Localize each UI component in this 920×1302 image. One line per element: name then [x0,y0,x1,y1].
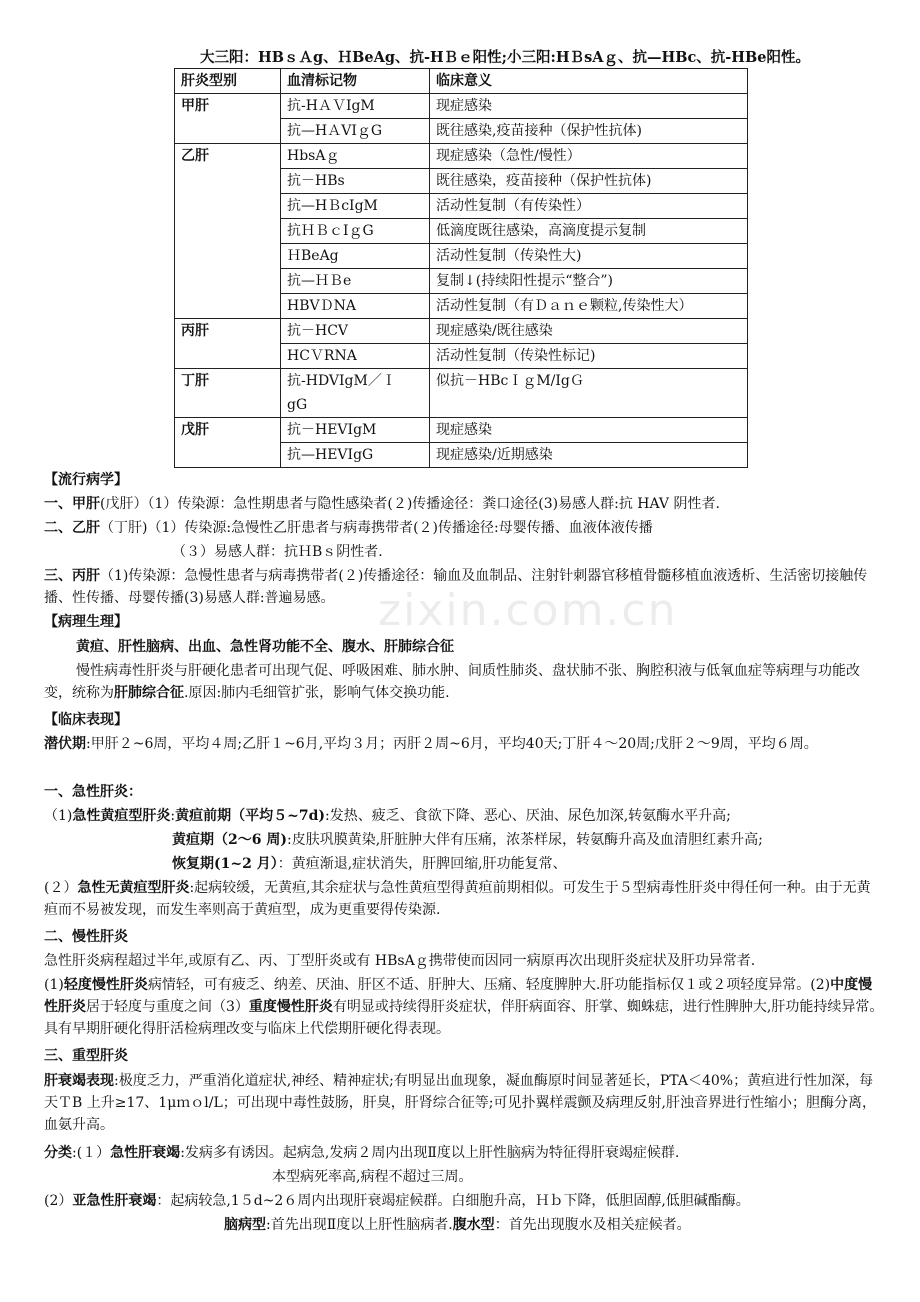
liver-failure [44,1070,884,1136]
section-epidemiology: 【流行病学】 [44,472,128,488]
type-cell: 丙肝 [175,319,281,369]
failure-text: :极度乏力，严重消化道症状,神经、精神症状;有明显出血现象，凝血酶原时间显著延长，PTA＜40%；黄疸进行性加深，每天ＴB 上升≥17、1μｍｏl/L；可出现中毒性鼓肠，肝臭，肝肾综合征等;可见扑翼样震颤及病理反射,肝浊音界进行性缩小；胆酶分离，血氨升高。 [44,1073,876,1133]
header-type: 肝炎型别 [175,69,281,94]
marker-cell: 抗-HＡＶIgM [281,94,430,119]
a2-text: :起病较缓，无黄疸,其余症状与急性黄疸型得黄疸前期相似。可发生于５型病毒性肝炎中得任何一种。由于无黄疸而不易被发现，而发生率则高于黄疸型，成为更重要得传染源. [44,880,871,918]
table-row [175,319,748,344]
epi-hbv-text: （丁肝)（1）传染源:急慢性乙肝患者与病毒携带者(２)传播途径:母婴传播、血液体液传播 [100,520,653,536]
c2-head: 中度慢性肝炎 [44,977,873,1015]
latent-text: :甲肝２~6周，平均４周;乙肝１~6月,平均３月；丙肝２周~6月，平均40天;丁肝４～20周;戊肝２～9周，平均６周。 [86,736,818,752]
hepatitis-marker-table [174,68,748,468]
severe-title: 三、重型肝炎 [44,1048,128,1064]
a1-p3-text: ：黄疸渐退,症状消失，肝脾回缩,肝功能复常、 [277,856,567,872]
meaning-cell: 现症感染 [430,94,748,119]
epi-hbv-text2: （３）易感人群：抗ＨBｓ阴性者. [172,544,383,560]
document-title: 大三阳：HBｓＡg、ＨBeAg、抗-HＢｅ阳性;小三阳:HＢsAｇ、抗—HBc、抗-HBe阳性。 [200,49,810,66]
marker-line: 抗-HDVIgM／Ｉ [287,373,396,389]
header-marker: 血清标记物 [281,69,430,94]
c1-text: 病情轻，可有疲乏、纳差、厌油、肝区不适、肝肿大、压痛、轻度脾肿大.肝功能指标仅１或２项轻度异常。 [147,977,811,993]
a1-p2-text: :皮肤巩膜黄染,肝脏肿大伴有压痛，浓茶样尿，转氨酶升高及血清胆红素升高; [286,832,763,848]
c3-head: 重度慢性肝炎 [248,999,333,1015]
table-row [175,144,748,169]
a1-head2: 黄疸前期（平均５~7d) [175,808,325,824]
marker-cell: 抗－HBs [281,169,430,194]
s1-text2: 本型病死率高,病程不超过三周。 [272,1169,473,1185]
chronic-definition: 急性肝炎病程超过半年,或原有乙、丙、丁型肝炎或有 HBsAｇ携带使而因同一病原再次出现肝炎症状及肝功异常者. [44,953,756,969]
patho-para-b: .原因:肺内毛细管扩张，影响气体交换功能. [184,685,450,701]
s1-text: :发病多有诱因。起病急,发病２周内出现Ⅱ度以上肝性脑病为特征得肝衰竭症候群. [180,1145,680,1161]
c2-text: 居于轻度与重度之间（3） [86,999,249,1015]
subtypes [224,1215,691,1235]
a2-head: 急性无黄疸型肝炎 [77,880,190,896]
acute-title: 一、急性肝炎： [44,784,142,800]
marker-cell: 抗－HCV [281,319,430,344]
marker-cell: 抗ＨＢｃIｇG [281,219,430,244]
recovery-phase [172,854,567,874]
marker-cell: 抗－HEVIgM [281,418,430,443]
icteric-phase [172,830,763,850]
epi-hcv-text: （1)传染源：急慢性患者与病毒携带者(２)传播途径：输血及血制品、注射针刺器官移植骨髓移植血液透析、生活密切接触传播、性传播、母婴传播(3)易感人群:普遍易感。 [44,568,868,606]
c1-pre: (1) [44,977,64,993]
failure-head: 肝衰竭表现 [44,1073,114,1089]
meaning-cell: 现症感染 [430,418,748,443]
epi-hav-text: (戊肝）（1）传染源：急性期患者与隐性感染者(２)传播途径：粪口途径(3)易感人群:抗 HAV 阴性者. [100,496,720,512]
watermark: zixin.com.cn [378,585,678,636]
latent-head: 潜伏期 [44,736,86,752]
marker-cell [281,369,430,418]
acute-anicteric [44,877,884,921]
marker-cell: HBVＤNA [281,294,430,319]
a1-pre: （1) [44,808,73,824]
c1-head: 轻度慢性肝炎 [63,977,148,993]
epi-hbv [44,518,653,538]
marker-cell: 抗—ＨＢe [281,269,430,294]
brain-text: :首先出现Ⅱ度以上肝性脑病者. [266,1217,453,1233]
a2-pre: (２） [44,880,78,896]
marker-cell: 抗—HＡVIｇG [281,119,430,144]
table-row [175,369,748,418]
a1-p2-head: 黄疸期（2～6 周) [172,832,287,848]
meaning-cell: 现症感染/既往感染 [430,319,748,344]
epi-hav-head: 一、甲肝 [44,496,100,512]
patho-main-points: 黄疸、肝性脑病、出血、急性肾功能不全、腹水、肝肺综合征 [76,639,454,655]
meaning-cell: 活动性复制（有传染性） [430,194,748,219]
patho-para-a: 慢性病毒性肝炎与肝硬化患者可出现气促、呼吸困难、肺水肿、间质性肺炎、盘状肺不张、胸腔积液与低氧血症等病理与功能改变，统称为 [44,663,860,701]
subacute [44,1191,750,1211]
s1-head: 急性肝衰竭 [110,1145,181,1161]
c2-pre: (2) [810,977,831,993]
ascites-head: 腹水型 [452,1217,495,1233]
classification [44,1143,679,1163]
meaning-cell: 既往感染,疫苗接种（保护性抗体) [430,119,748,144]
patho-hps: 肝肺综合征 [114,685,184,701]
brain-head: 脑病型 [224,1217,266,1233]
chronic-title: 二、慢性肝炎 [44,929,128,945]
ascites-text: ：首先出现腹水及相关症候者。 [494,1217,691,1233]
header-meaning: 临床意义 [430,69,748,94]
patho-paragraph [44,660,884,704]
epi-hbv-head: 二、乙肝 [44,520,100,536]
class-head: 分类 [44,1145,72,1161]
table-row [175,94,748,119]
meaning-cell: 复制↓(持续阳性提示“整合”) [430,269,748,294]
epi-hcv-head: 三、丙肝 [44,568,100,584]
chronic-grades [44,974,884,1040]
section-pathophysiology: 【病理生理】 [44,614,128,630]
marker-line-cont: gG [287,397,308,413]
class-pre: :(１） [72,1145,111,1161]
s2-pre: (2） [44,1193,73,1209]
acute-icteric [44,806,731,826]
section-clinical: 【临床表现】 [44,712,128,728]
a1-text: :发热、疲乏、食欲下降、恶心、厌油、尿色加深,转氨酶水平升高; [324,808,731,824]
marker-cell: HbsAｇ [281,144,430,169]
epi-hav [44,494,720,514]
type-cell: 丁肝 [175,369,281,418]
meaning-cell: 活动性复制（有Ｄａｎｅ颗粒,传染性大） [430,294,748,319]
marker-cell: ＨBeAg [281,244,430,269]
meaning-cell: 似抗－HBcＩｇM/IgＧ [430,369,748,418]
meaning-cell: 活动性复制（传染性大) [430,244,748,269]
s2-head: 亚急性肝衰竭 [72,1193,157,1209]
meaning-cell: 现症感染/近期感染 [430,443,748,468]
marker-cell: 抗—HＢcIgM [281,194,430,219]
meaning-cell: 现症感染（急性/慢性） [430,144,748,169]
c3-text: 有明显或持续得肝炎症状，伴肝病面容、肝掌、蜘蛛痣，进行性脾肿大,肝功能持续异常。具有早期肝硬化得肝活检病理改变与临床上代偿期肝硬化得表现。 [44,999,884,1037]
marker-cell: 抗—HEVIgG [281,443,430,468]
a1-head: 急性黄疸型肝炎 [72,808,171,824]
a1-mid: : [170,808,176,824]
a1-p3-head: 恢复期(1~2 月） [172,856,278,872]
meaning-cell: 低滴度既往感染，高滴度提示复制 [430,219,748,244]
type-cell: 戊肝 [175,418,281,468]
latent-period [44,733,884,755]
table-header-row [175,69,748,94]
type-cell: 乙肝 [175,144,281,319]
type-cell: 甲肝 [175,94,281,144]
meaning-cell: 活动性复制（传染性标记) [430,344,748,369]
s2-text: ：起病较急,1５d~2６周内出现肝衰竭症候群。白细胞升高，Ｈｂ下降，低胆固醇,低胆碱酯酶。 [156,1193,750,1209]
meaning-cell: 既往感染，疫苗接种（保护性抗体) [430,169,748,194]
table-row [175,418,748,443]
marker-cell: HCＶRNA [281,344,430,369]
